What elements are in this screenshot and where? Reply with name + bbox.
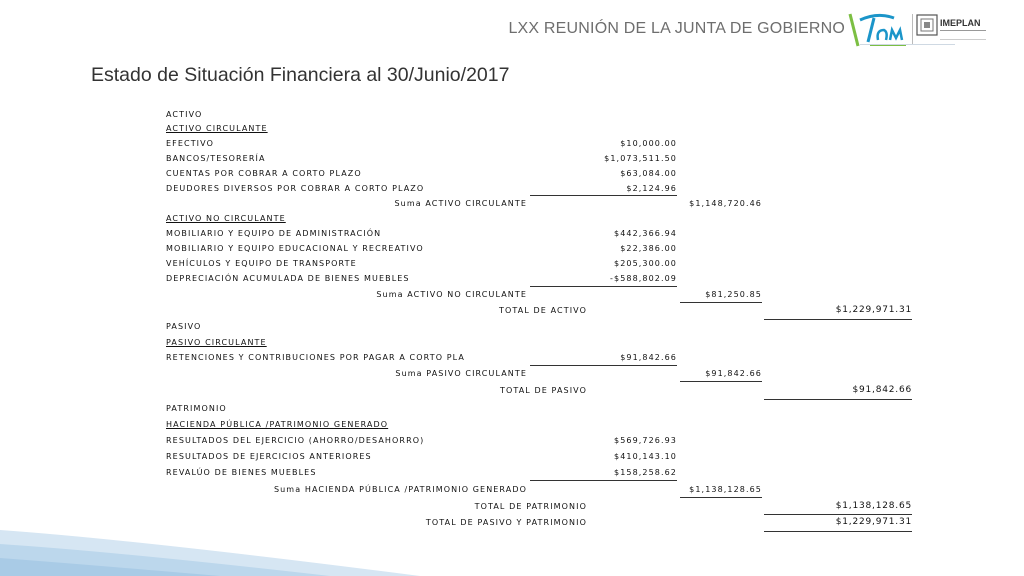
total-value-activo: $1,229,971.31 [835, 305, 912, 315]
row-label-deudores: DEUDORES DIVERSOS POR COBRAR A CORTO PLAZO [166, 184, 425, 193]
row-value-mobiliario-admin: $442,366.94 [614, 229, 677, 238]
section-pasivo-circulante: PASIVO CIRCULANTE [166, 338, 267, 347]
section-activo-circulante: ACTIVO CIRCULANTE [166, 124, 268, 133]
total-label-patrimonio: TOTAL DE PATRIMONIO [474, 502, 587, 511]
row-value-depreciacion: -$588,802.09 [610, 274, 677, 283]
subtotal-value-activo-no-circulante: $81,250.85 [705, 290, 762, 299]
total-label-pasivo: TOTAL DE PASIVO [499, 386, 587, 395]
header-title: LXX REUNIÓN DE LA JUNTA DE GOBIERNO [508, 20, 845, 37]
row-label-mobiliario-admin: MOBILIARIO Y EQUIPO DE ADMINISTRACIÓN [166, 229, 382, 238]
subtotal-value-pasivo-circulante: $91,842.66 [705, 369, 762, 378]
subtotal-rule [530, 286, 677, 287]
imeplan-logo-text: IMEPLAN [940, 18, 981, 28]
total-value-pasivo: $91,842.66 [852, 385, 912, 395]
grand-total-rule [764, 319, 912, 320]
row-label-revaluo: REVALÚO DE BIENES MUEBLES [166, 468, 317, 477]
row-label-retenciones: RETENCIONES Y CONTRIBUCIONES POR PAGAR A CORTO PLA [166, 353, 465, 362]
row-value-deudores: $2,124.96 [626, 184, 677, 193]
subtotal-label-hacienda: Suma HACIENDA PÚBLICA /PATRIMONIO GENERADO [273, 485, 527, 494]
row-value-retenciones: $91,842.66 [620, 353, 677, 362]
row-value-revaluo: $158,258.62 [614, 468, 677, 477]
total-rule [680, 302, 762, 303]
grand-total-rule [764, 514, 912, 515]
row-label-resultados-anteriores: RESULTADOS DE EJERCICIOS ANTERIORES [166, 452, 372, 461]
row-value-vehiculos: $205,300.00 [614, 259, 677, 268]
section-patrimonio: PATRIMONIO [166, 404, 227, 413]
subtotal-label-pasivo-circulante: Suma PASIVO CIRCULANTE [395, 369, 527, 378]
row-label-depreciacion: DEPRECIACIÓN ACUMULADA DE BIENES MUEBLES [166, 274, 410, 283]
total-value-patrimonio: $1,138,128.65 [835, 501, 912, 511]
subtotal-rule [530, 480, 677, 481]
section-pasivo: PASIVO [166, 322, 202, 331]
row-value-resultados-anteriores: $410,143.10 [614, 452, 677, 461]
subtotal-value-activo-circulante: $1,148,720.46 [689, 199, 762, 208]
total-rule [680, 381, 762, 382]
row-label-mobiliario-educ: MOBILIARIO Y EQUIPO EDUCACIONAL Y RECREATIVO [166, 244, 424, 253]
row-label-vehiculos: VEHÍCULOS Y EQUIPO DE TRANSPORTE [166, 259, 357, 268]
grand-total-rule [764, 531, 912, 532]
subtotal-label-activo-no-circulante: Suma ACTIVO NO CIRCULANTE [376, 290, 527, 299]
section-hacienda: HACIENDA PÚBLICA /PATRIMONIO GENERADO [166, 420, 389, 429]
subtotal-label-activo-circulante: Suma ACTIVO CIRCULANTE [394, 199, 527, 208]
subtotal-rule [530, 195, 677, 196]
section-activo: ACTIVO [166, 110, 203, 119]
total-label-pasivo-patrimonio: TOTAL DE PASIVO Y PATRIMONIO [425, 518, 587, 527]
row-value-mobiliario-educ: $22,386.00 [620, 244, 677, 253]
section-activo-no-circulante: ACTIVO NO CIRCULANTE [166, 214, 286, 223]
grand-total-rule [764, 399, 912, 400]
subtotal-rule [530, 365, 677, 366]
row-value-efectivo: $10,000.00 [620, 139, 677, 148]
subtotal-value-hacienda: $1,138,128.65 [689, 485, 762, 494]
row-label-bancos: BANCOS/TESORERÍA [166, 154, 266, 163]
total-rule [680, 497, 762, 498]
total-label-activo: TOTAL DE ACTIVO [499, 306, 587, 315]
row-label-cuentas: CUENTAS POR COBRAR A CORTO PLAZO [166, 169, 362, 178]
decorative-wave [0, 500, 420, 576]
row-value-cuentas: $63,084.00 [620, 169, 677, 178]
row-value-bancos: $1,073,511.50 [604, 154, 677, 163]
row-label-resultados-ejercicio: RESULTADOS DEL EJERCICIO (AHORRO/DESAHORRO) [166, 436, 425, 445]
total-value-pasivo-patrimonio: $1,229,971.31 [835, 517, 912, 527]
row-label-efectivo: EFECTIVO [166, 139, 214, 148]
row-value-resultados-ejercicio: $569,726.93 [614, 436, 677, 445]
page-title: Estado de Situación Financiera al 30/Junio/2017 [91, 64, 510, 86]
